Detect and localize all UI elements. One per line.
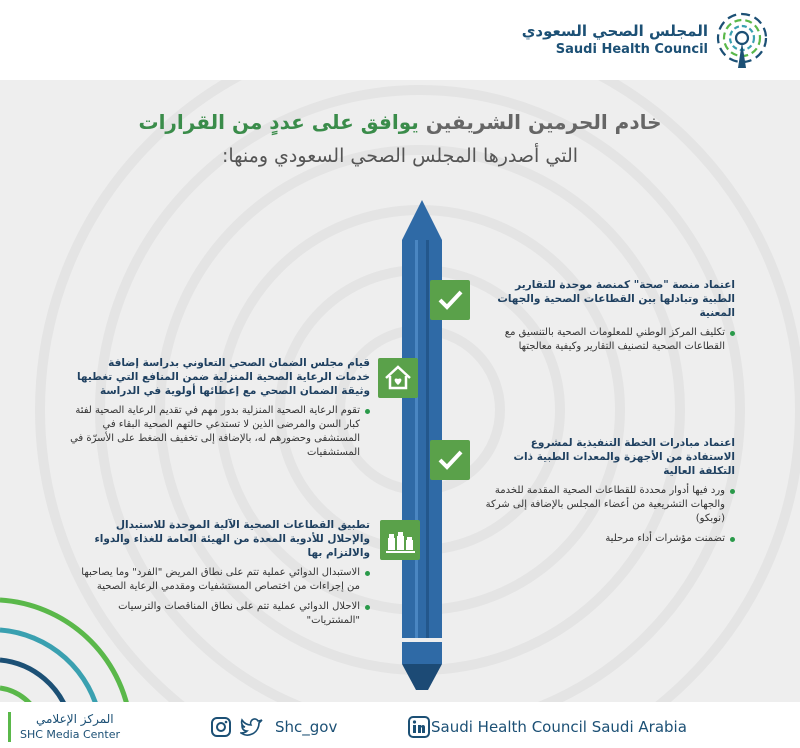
title-part1: خادم الحرمين الشريفين bbox=[425, 110, 662, 134]
social-handle[interactable]: Shc_gov bbox=[275, 718, 338, 736]
decision-3-bullet-1: ورد فيها أدوار محددة للقطاعات الصحية المقدمة للخدمة والجهات التشريعية من أعضاء المجلس بالإضافة إلى شركة (نوبكو) bbox=[480, 484, 735, 526]
decision-3-bullet-2: تضمنت مؤشرات أداء مرحلية bbox=[480, 532, 735, 546]
decision-4-bullet-1: الاستبدال الدوائي عملية تتم على نطاق المريض "الفرد" وما يصاحبها من إجراءات من اختصاص المستشفيات ومقدمي الرعاية الصحية bbox=[70, 566, 370, 594]
decision-1 bbox=[480, 278, 735, 354]
medicine-icon bbox=[380, 520, 420, 560]
home-care-icon bbox=[378, 358, 418, 398]
decision-2 bbox=[70, 356, 370, 460]
decision-3 bbox=[480, 436, 735, 546]
logo-arabic: المجلس الصحي السعودي bbox=[521, 22, 708, 40]
logo-english: Saudi Health Council bbox=[555, 42, 708, 57]
check-icon bbox=[430, 280, 470, 320]
twitter-icon[interactable] bbox=[240, 716, 264, 738]
media-center-english: SHC Media Center bbox=[20, 728, 120, 741]
page-subtitle: التي أصدرها المجلس الصحي السعودي ومنها: bbox=[221, 145, 579, 167]
linkedin-name[interactable]: Saudi Health Council Saudi Arabia bbox=[431, 718, 687, 736]
decision-1-heading: اعتماد منصة "صحة" كمنصة موحدة للتقارير الطبية وتبادلها بين القطاعات الصحية والجهات المعنية bbox=[497, 279, 735, 319]
decision-4-bullet-2: الاحلال الدوائي عملية تتم على نطاق المناقصات والترسيات "المشتريات" bbox=[70, 600, 370, 628]
media-center-mark-icon bbox=[8, 712, 16, 742]
title-highlight: يوافق على عددٍ من القرارات bbox=[138, 110, 419, 134]
decision-2-bullet-1: تقوم الرعاية الصحية المنزلية بدور مهم في تقديم الرعاية الصحية لفئة كبار السن والمرضى الذين لا تستدعي حالتهم الصحية البقاء في المستشفى وحضورهم له، بالإضافة إلى تخفيف الضغط على الأسرّة في المستشفيات bbox=[70, 404, 370, 460]
linkedin-icon[interactable] bbox=[408, 716, 430, 738]
decision-4-heading: تطبيق القطاعات الصحية الآلية الموحدة للاستبدال والإحلال للأدوية المعدة من الهيئة العامة للغذاء والدواء والالتزام بها bbox=[94, 519, 370, 559]
check-icon bbox=[430, 440, 470, 480]
decision-3-heading: اعتماد مبادرات الخطة التنفيذية لمشروع الاستفادة من الأجهزة والمعدات الطبية ذات التكلفة العالية bbox=[513, 437, 735, 477]
media-center-arabic: المركز الإعلامي bbox=[36, 712, 114, 726]
instagram-icon[interactable] bbox=[210, 716, 232, 738]
decision-1-bullet-1: تكليف المركز الوطني للمعلومات الصحية بالتنسيق مع القطاعات الصحية لتصنيف التقارير وكيفية معالجتها bbox=[480, 326, 735, 354]
decision-2-heading: قيام مجلس الضمان الصحي التعاوني بدراسة إضافة خدمات الرعاية الصحية المنزلية ضمن المنافع التي تغطيها وثيقة الضمان الصحي مع إعطائها أولوية في الدراسة bbox=[76, 357, 370, 397]
decision-4 bbox=[70, 518, 370, 628]
